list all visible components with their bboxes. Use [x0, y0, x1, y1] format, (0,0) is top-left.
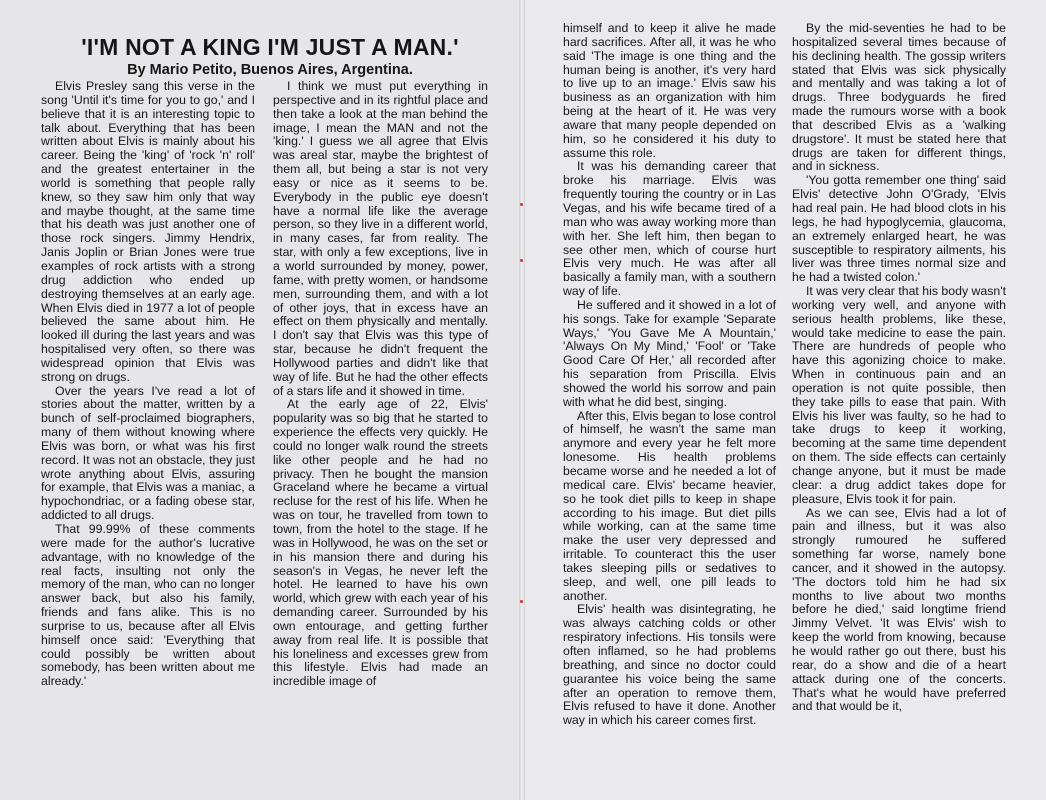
paragraph: He suffered and it showed in a lot of his songs. Take for example 'Separate Ways,' 'You Gave Me A Mountain,' 'Always On My Mind,' 'Fool' or 'Take Good Care Of Her,' all recorded after his separation from Priscilla. Elvis showed the world his sorrow and pain with what he did best, singing.: [563, 297, 776, 409]
article-byline: By Mario Petito, Buenos Aires, Argentina.: [127, 62, 413, 78]
paragraph: It was very clear that his body wasn't working very well, and anyone with serious health problems, like these, would take medicine to ease the pain. There are hundreds of people who have this agonizing choice to make. When in continuous pain and an operation is not quite possible, then they take pills to ease that pain. With Elvis his liver was faulty, so he had to take drugs to keep it working, becoming at the same time dependent on them. The side effects can certainly change anyone, but it must be made clear: a drug addict takes dope for pleasure, Elvis took it for pain.: [792, 284, 1006, 506]
paragraph: It was his demanding career that broke his marriage. Elvis was frequently touring the country or in Las Vegas, and his wife became tired of a man who was away working more than with her. She left him, then began to see other men, which of course hurt Elvis very much. He was after all basically a family man, with a southern way of life.: [563, 159, 776, 299]
paragraph: At the early age of 22, Elvis' popularity was so big that he started to experience the effects very quickly. He could no longer walk round the streets like other people and he had no privacy. Then he bought the mansion Graceland where he became a virtual recluse for the rest of his life. When he was on tour, he travelled from town to town, from the hotel to the stage. If he was in Hollywood, he was on the set or in his mansion there and during his season's in Vegas, he never left the hotel. He learned to have his own world, which grew with each year of his demanding career. Surrounded by his own entourage, and getting further away from real life. It is possible that his loneliness and excesses grew from this lifestyle. Elvis had made an incredible image of: [273, 397, 488, 689]
binding-mark: [520, 259, 523, 262]
paragraph: That 99.99% of these comments were made for the author's lucrative advantage, with no knowledge of the real facts, insulting not only the memory of the man, who can no longer answer back, but also his family, friends and fans alike. This is no surprise to us, because after all Elvis himself once said: 'Everything that could possibly be written about somebody, has been written about me already.': [41, 522, 255, 689]
paragraph: Elvis Presley sang this verse in the song 'Until it's time for you to go,' and I believe that it is an interesting topic to talk about. Everything that has been written about Elvis is mainly about his career. Being the 'king' of 'rock 'n' roll' and the greatest entertainer in the world is something that people rally knew, so they saw him only that way and maybe thought, at the same time that his death was just another one of those rock singers. Jimmy Hendrix, Janis Joplin or Brian Jones were true examples of rock artists with a strong drug addiction who ended up destroying themselves at an early age. When Elvis died in 1977 a lot of people believed the same about him. He looked ill during the last years and was hospitalised very often, so there was widespread opinion that Elvis was strong on drugs.: [41, 79, 255, 384]
page-gutter: [519, 0, 525, 800]
text-column-4: [792, 22, 1006, 714]
paragraph: himself and to keep it alive he made hard sacrifices. After all, it was he who said 'The image is one thing and the human being is another, it's very hard to live up to an image.' Elvis saw his business as an organization with him being at the heart of it. He was very aware that many people depended on him, so he considered it his duty to assume this role.: [563, 21, 776, 160]
article-title: 'I'M NOT A KING I'M JUST A MAN.': [81, 34, 459, 60]
text-column-3: [563, 22, 776, 728]
binding-mark: [520, 203, 523, 206]
paragraph: 'You gotta remember one thing' said Elvis' detective John O'Grady, 'Elvis had real pain. He had blood clots in his legs, he had hypoglycemia, glaucoma, an extremely enlarged heart, he was susceptible to respiratory ailments, his liver was three times normal size and he had a twisted colon.': [792, 173, 1006, 285]
text-column-1: [41, 80, 255, 689]
paragraph: By the mid-seventies he had to be hospitalized several times because of his declining health. The gossip writers stated that Elvis was sick physically and mentally and was taking a lot of drugs. Three bodyguards he fired made the rumours worse with a book that described Elvis as a 'walking drugstore'. It must be stated here that drugs are taken for different things, and in sickness.: [792, 21, 1006, 174]
paragraph: I think we must put everything in perspective and in its rightful place and then take a look at the man behind the image, I mean the MAN and not the 'king.' I guess we all agree that Elvis was areal star, maybe the brightest of them all, but being a star is not very easy or nice as it seems to be. Everybody in the public eye doesn't have a normal life like the average person, so they live in a different world, in many cases, far from reality. The star, with only a few exceptions, live in a world surrounded by money, power, fame, with pretty women, or handsome men, surrounding them, and with a lot of other joys, that in excess have an effect on them physically and mentally. I don't say that Elvis was this type of star, because he didn't frequent the Hollywood parties and didn't like that way of life. But he had the other effects of a stars life and it showed in time.: [273, 79, 488, 398]
paragraph: After this, Elvis began to lose control of himself, he wasn't the same man anymore and every year he felt more lonesome. His health problems became worse and he needed a lot of medical care. Elvis' became heavier, so he took diet pills to keep in shape according to his image. But diet pills while working, can at the same time make the user very depressed and irritable. To counteract this the user takes sleeping pills or sedatives to sleep, and well, one pill leads to another.: [563, 408, 776, 603]
paragraph: Elvis' health was disintegrating, he was always catching colds or other respiratory infections. His tonsils were often inflamed, so he had problems breathing, and since no doctor could guarantee his voice being the same after an operation to remove them, Elvis refused to have it done. Another way in which his career comes first.: [563, 602, 776, 728]
paragraph: As we can see, Elvis had a lot of pain and illness, but it was also strongly rumoured he suffered something far worse, namely bone cancer, and it showed in the autopsy. 'The doctors told him he had six months to live about two months before he died,' said longtime friend Jimmy Velvet. 'It was Elvis' wish to keep the world from knowing, because he would rather go out there, bust his rear, do a show and die of a heart attack during one of the concerts. That's what he would have preferred and that would be it,: [792, 505, 1006, 714]
text-column-2: [273, 80, 488, 689]
binding-mark: [520, 600, 523, 603]
paragraph: Over the years I've read a lot of stories about the matter, written by a bunch of self-proclaimed biographers, many of them without knowing where Elvis was born, or what was his first record. It was not an obstacle, they just wrote anything about Elvis, assuring for example, that Elvis was a maniac, a hypochondriac, or a fading obese star, addicted to all drugs.: [41, 383, 255, 523]
